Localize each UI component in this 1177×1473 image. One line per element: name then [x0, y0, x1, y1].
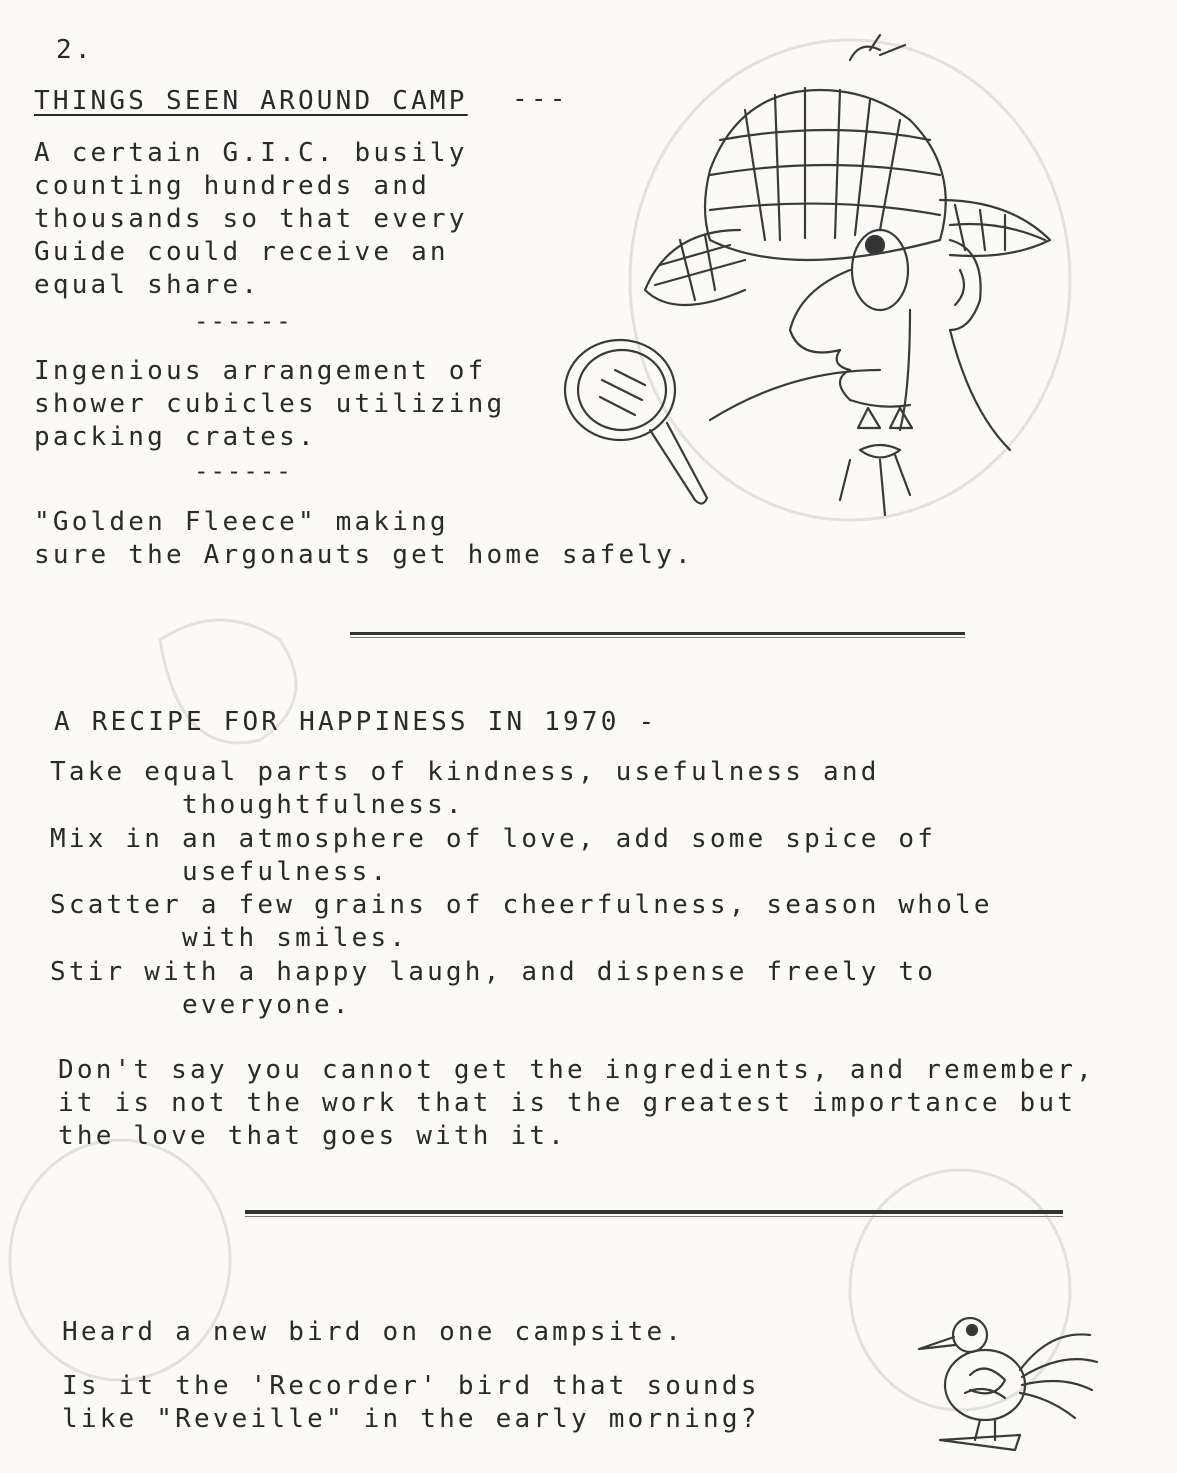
item-gic-counting: A certain G.I.C. busily counting hundreds and thousands so that every Guide could receive an equal share.	[34, 138, 468, 300]
section-heading-recipe: A RECIPE FOR HAPPINESS IN 1970 -	[54, 707, 658, 737]
page-number: 2.	[56, 35, 94, 65]
bird-sketch-icon	[910, 1305, 1110, 1455]
item-golden-fleece: "Golden Fleece" making sure the Argonauts get home safely.	[34, 507, 694, 570]
bird-question: Is it the 'Recorder' bird that sounds like "Reveille" in the early morning?	[62, 1371, 760, 1434]
heading-dashes: ---	[512, 84, 569, 114]
recipe-step-4: Stir with a happy laugh, and dispense freely to everyone.	[50, 957, 937, 1020]
recipe-step-3: Scatter a few grains of cheerfulness, season whole with smiles.	[50, 890, 993, 953]
divider-rule-1	[350, 632, 965, 638]
recipe-closing: Don't say you cannot get the ingredients, and remember, it is not the work that is the greatest importance but the love that goes with it.	[58, 1055, 1095, 1151]
section-heading-things-seen: THINGS SEEN AROUND CAMP	[34, 86, 468, 116]
separator-2: ------	[194, 457, 293, 485]
detective-sketch-icon	[550, 30, 1090, 530]
recipe-step-2: Mix in an atmosphere of love, add some spice of usefulness.	[50, 824, 937, 887]
item-shower-cubicles: Ingenious arrangement of shower cubicles utilizing packing crates.	[34, 356, 506, 452]
divider-rule-2	[245, 1210, 1063, 1217]
bird-heard-line: Heard a new bird on one campsite.	[62, 1317, 685, 1347]
recipe-step-1: Take equal parts of kindness, usefulness and thoughtfulness.	[50, 757, 880, 820]
separator-1: ------	[194, 307, 293, 335]
